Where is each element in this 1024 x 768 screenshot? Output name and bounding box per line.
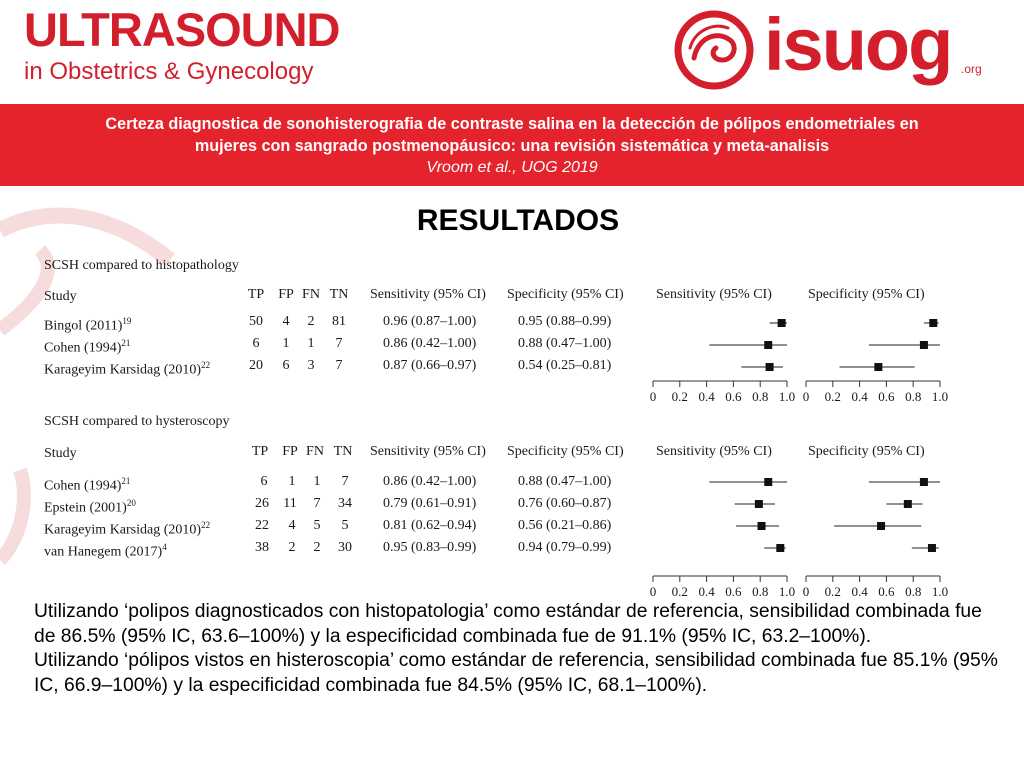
- cell-fp: 1: [288, 474, 296, 489]
- cell-tp: 26: [255, 496, 269, 511]
- cell-specificity: 0.95 (0.88–0.99): [518, 314, 612, 329]
- cell-tp: 38: [255, 540, 269, 555]
- cell-sensitivity: 0.96 (0.87–1.00): [383, 314, 477, 329]
- study-ref: 22: [201, 360, 211, 370]
- header-fn: FN: [306, 444, 324, 459]
- point-estimate: [920, 341, 928, 349]
- cell-tn: 81: [332, 314, 346, 329]
- title-banner: [0, 104, 1024, 186]
- group-title-hysteroscopy: SCSH compared to hysteroscopy: [44, 414, 230, 429]
- point-estimate: [778, 319, 786, 327]
- cell-fp: 6: [282, 358, 290, 373]
- header-study: Study: [44, 289, 77, 304]
- point-estimate: [766, 363, 774, 371]
- cell-tp: 22: [255, 518, 269, 533]
- cell-tp: 6: [260, 474, 268, 489]
- cell-fp: 2: [288, 540, 296, 555]
- cell-sensitivity: 0.86 (0.42–1.00): [383, 474, 477, 489]
- logo-wordmark: isuog: [764, 3, 952, 86]
- cell-tn: 5: [341, 518, 349, 533]
- results-summary: [34, 600, 1004, 698]
- point-estimate: [755, 500, 763, 508]
- cell-fn: 3: [307, 358, 315, 373]
- banner-title-line2: mujeres con sangrado postmenopáusico: una revisión sistemática y meta-analisis: [194, 137, 830, 155]
- cell-tp: 50: [249, 314, 263, 329]
- axis-tick-label: 0: [649, 389, 657, 404]
- cell-fp: 1: [282, 336, 290, 351]
- axis-tick-label: 0.4: [851, 389, 868, 404]
- header-sensitivity: Sensitivity (95% CI): [370, 287, 486, 302]
- point-estimate: [764, 341, 772, 349]
- cell-sensitivity: 0.87 (0.66–0.97): [383, 358, 477, 373]
- cell-fn: 1: [307, 336, 315, 351]
- axis-tick-label: 0: [802, 389, 810, 404]
- logo-emblem-icon: [672, 8, 756, 92]
- header-specificity: Specificity (95% CI): [507, 287, 624, 302]
- plot-header-sensitivity: Sensitivity (95% CI): [656, 287, 772, 302]
- study-name: Epstein (2001): [44, 500, 127, 516]
- axis-tick-label: 0.6: [725, 389, 742, 404]
- banner-citation: Vroom et al., UOG 2019: [426, 159, 598, 176]
- cell-specificity: 0.76 (0.60–0.87): [518, 496, 612, 511]
- point-estimate: [929, 319, 937, 327]
- axis-tick-label: 0.8: [752, 389, 769, 404]
- journal-subtitle: in Obstetrics & Gynecology: [24, 58, 314, 85]
- point-estimate: [920, 478, 928, 486]
- axis-tick-label: 1.0: [778, 389, 796, 404]
- axis-tick-label: 0.8: [905, 584, 922, 599]
- study-name: van Hanegem (2017): [44, 544, 163, 560]
- header-tn: TN: [333, 444, 353, 459]
- header-fn: FN: [302, 287, 320, 302]
- axis-tick-label: 0.2: [824, 584, 841, 599]
- axis-tick-label: 1.0: [931, 584, 949, 599]
- isuog-logo: [672, 3, 1002, 96]
- axis-tick-label: 0.4: [698, 389, 715, 404]
- cell-fn: 2: [307, 314, 315, 329]
- axis-tick-label: 1.0: [778, 584, 796, 599]
- summary-paragraph-histopathology: Utilizando ‘polipos diagnosticados con histopatologia’ como estándar de referencia, sensibilidad combinada fue de 86.5% (95% IC, 63.6–100%) y la especificidad combinada fue de 91.1% (95% IC, 63.2–100%).: [34, 601, 982, 647]
- study-ref: 19: [122, 316, 132, 326]
- cell-tn: 30: [338, 540, 352, 555]
- axis-tick-label: 0.6: [878, 389, 895, 404]
- axis-tick-label: 0.6: [878, 584, 895, 599]
- header-study: Study: [44, 446, 77, 461]
- header-tp: TP: [251, 444, 269, 459]
- study-ref: 21: [121, 338, 131, 348]
- axis-tick-label: 0.2: [671, 584, 688, 599]
- cell-tn: 34: [338, 496, 352, 511]
- cell-tp: 20: [249, 358, 263, 373]
- cell-fn: 7: [313, 496, 321, 511]
- point-estimate: [764, 478, 772, 486]
- forest-plots: [640, 300, 980, 600]
- cell-fn: 2: [313, 540, 321, 555]
- header-tp: TP: [247, 287, 265, 302]
- group-title-histopathology: SCSH compared to histopathology: [44, 258, 239, 273]
- study-ref: 21: [121, 476, 131, 486]
- axis-tick-label: 1.0: [931, 389, 949, 404]
- cell-sensitivity: 0.79 (0.61–0.91): [383, 496, 477, 511]
- cell-fn: 1: [313, 474, 321, 489]
- cell-specificity: 0.88 (0.47–1.00): [518, 474, 612, 489]
- cell-tn: 7: [341, 474, 349, 489]
- plot-header-specificity: Specificity (95% CI): [808, 444, 925, 459]
- axis-tick-label: 0.2: [671, 389, 688, 404]
- cell-specificity: 0.88 (0.47–1.00): [518, 336, 612, 351]
- axis-tick-label: 0.2: [824, 389, 841, 404]
- header-sensitivity: Sensitivity (95% CI): [370, 444, 486, 459]
- cell-fp: 11: [283, 496, 297, 511]
- summary-paragraph-hysteroscopy: Utilizando ‘pólipos vistos en histeroscopia’ como estándar de referencia, sensibilidad combinada fue 85.1% (95% IC, 66.9–100%) y la especificidad combinada fue 84.5% (95% IC, 68.1–100%).: [34, 650, 998, 696]
- axis-tick-label: 0.4: [698, 584, 715, 599]
- cell-specificity: 0.54 (0.25–0.81): [518, 358, 612, 373]
- study-ref: 4: [162, 542, 167, 552]
- axis-tick-label: 0.6: [725, 584, 742, 599]
- journal-header: [0, 0, 1024, 104]
- point-estimate: [877, 522, 885, 530]
- axis-tick-label: 0.8: [752, 584, 769, 599]
- point-estimate: [874, 363, 882, 371]
- point-estimate: [758, 522, 766, 530]
- point-estimate: [776, 544, 784, 552]
- cell-specificity: 0.56 (0.21–0.86): [518, 518, 612, 533]
- cell-specificity: 0.94 (0.79–0.99): [518, 540, 612, 555]
- banner-title-line1: Certeza diagnostica de sonohisterografia de contraste salina en la detección de pólipos endometriales en: [105, 115, 919, 133]
- header-fp: FP: [282, 444, 298, 459]
- study-name: Karageyim Karsidag (2010): [44, 522, 202, 538]
- section-title: RESULTADOS: [416, 204, 620, 237]
- axis-tick-label: 0.8: [905, 389, 922, 404]
- study-name: Cohen (1994): [44, 340, 122, 356]
- logo-suffix: .org: [961, 62, 982, 76]
- cell-fp: 4: [288, 518, 296, 533]
- study-name: Bingol (2011): [44, 318, 123, 334]
- axis-tick-label: 0: [802, 584, 810, 599]
- axis-tick-label: 0: [649, 584, 657, 599]
- cell-sensitivity: 0.86 (0.42–1.00): [383, 336, 477, 351]
- journal-title: ULTRASOUND: [24, 3, 340, 56]
- plot-header-specificity: Specificity (95% CI): [808, 287, 925, 302]
- cell-tn: 7: [335, 358, 343, 373]
- cell-fp: 4: [282, 314, 290, 329]
- cell-tp: 6: [252, 336, 260, 351]
- point-estimate: [904, 500, 912, 508]
- cell-sensitivity: 0.95 (0.83–0.99): [383, 540, 477, 555]
- study-ref: 22: [201, 520, 211, 530]
- study-ref: 20: [126, 498, 136, 508]
- header-specificity: Specificity (95% CI): [507, 444, 624, 459]
- header-fp: FP: [278, 287, 294, 302]
- study-name: Cohen (1994): [44, 478, 122, 494]
- cell-tn: 7: [335, 336, 343, 351]
- study-name: Karageyim Karsidag (2010): [44, 362, 202, 378]
- plot-header-sensitivity: Sensitivity (95% CI): [656, 444, 772, 459]
- point-estimate: [928, 544, 936, 552]
- cell-sensitivity: 0.81 (0.62–0.94): [383, 518, 477, 533]
- cell-fn: 5: [313, 518, 321, 533]
- axis-tick-label: 0.4: [851, 584, 868, 599]
- header-tn: TN: [329, 287, 349, 302]
